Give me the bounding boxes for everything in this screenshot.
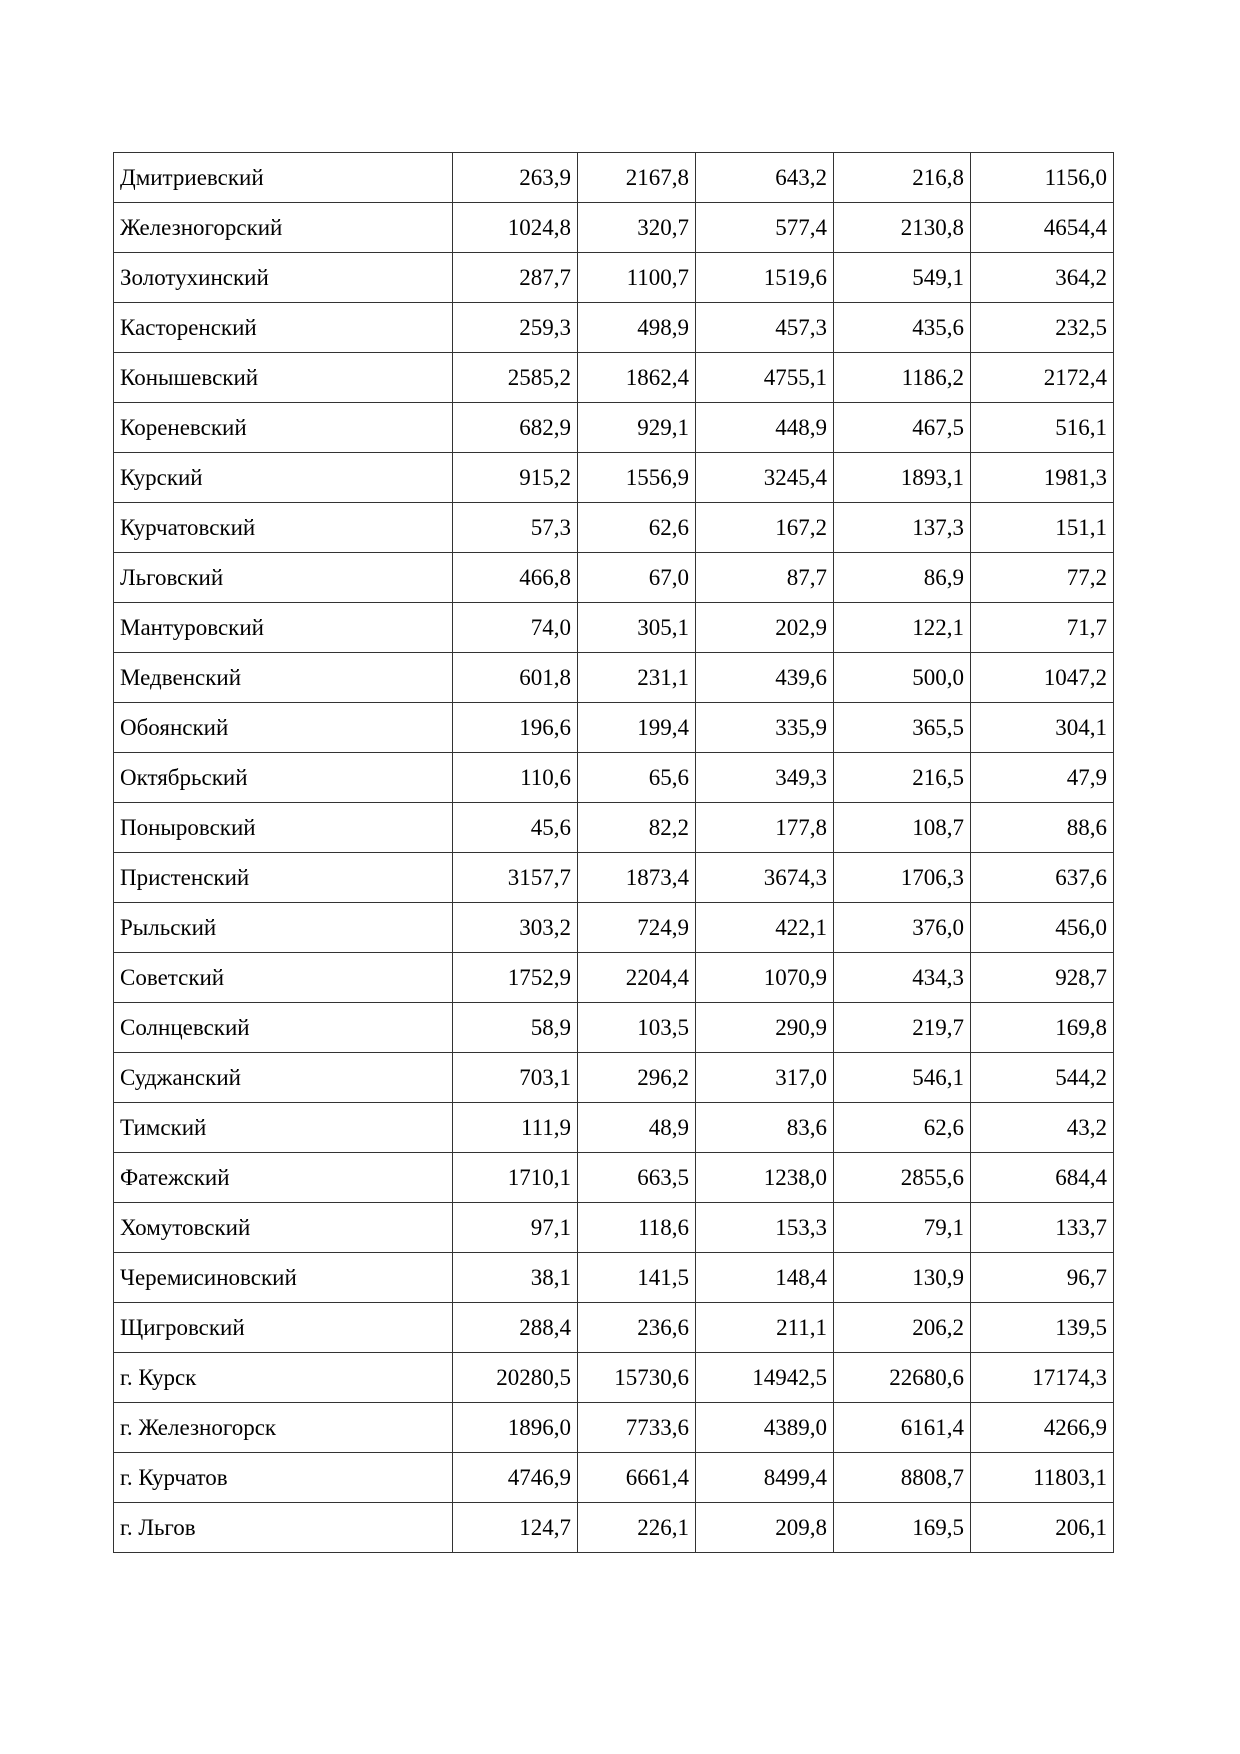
- table-row: [114, 1053, 1114, 1103]
- value-cell: 58,9: [453, 1003, 578, 1053]
- value-cell: 457,3: [696, 303, 834, 353]
- value-cell: 1706,3: [834, 853, 971, 903]
- value-cell: 601,8: [453, 653, 578, 703]
- district-name-cell: Обоянский: [114, 703, 453, 753]
- value-cell: 4755,1: [696, 353, 834, 403]
- value-cell: 38,1: [453, 1253, 578, 1303]
- value-cell: 2855,6: [834, 1153, 971, 1203]
- value-cell: 290,9: [696, 1003, 834, 1053]
- value-cell: 724,9: [578, 903, 696, 953]
- table-row: [114, 203, 1114, 253]
- table-row: [114, 603, 1114, 653]
- value-cell: 226,1: [578, 1503, 696, 1553]
- value-cell: 86,9: [834, 553, 971, 603]
- value-cell: 22680,6: [834, 1353, 971, 1403]
- district-name-cell: Солнцевский: [114, 1003, 453, 1053]
- value-cell: 259,3: [453, 303, 578, 353]
- value-cell: 263,9: [453, 153, 578, 203]
- value-cell: 349,3: [696, 753, 834, 803]
- value-cell: 82,2: [578, 803, 696, 853]
- district-name-cell: г. Железногорск: [114, 1403, 453, 1453]
- district-name-cell: Дмитриевский: [114, 153, 453, 203]
- value-cell: 151,1: [971, 503, 1114, 553]
- table-row: [114, 453, 1114, 503]
- value-cell: 15730,6: [578, 1353, 696, 1403]
- value-cell: 96,7: [971, 1253, 1114, 1303]
- table-row: [114, 253, 1114, 303]
- value-cell: 1710,1: [453, 1153, 578, 1203]
- value-cell: 335,9: [696, 703, 834, 753]
- value-cell: 928,7: [971, 953, 1114, 1003]
- value-cell: 236,6: [578, 1303, 696, 1353]
- value-cell: 133,7: [971, 1203, 1114, 1253]
- value-cell: 7733,6: [578, 1403, 696, 1453]
- value-cell: 103,5: [578, 1003, 696, 1053]
- table-row: [114, 353, 1114, 403]
- table-row: [114, 1353, 1114, 1403]
- value-cell: 466,8: [453, 553, 578, 603]
- value-cell: 365,5: [834, 703, 971, 753]
- value-cell: 137,3: [834, 503, 971, 553]
- value-cell: 206,2: [834, 1303, 971, 1353]
- value-cell: 456,0: [971, 903, 1114, 953]
- district-name-cell: Конышевский: [114, 353, 453, 403]
- value-cell: 62,6: [834, 1103, 971, 1153]
- value-cell: 287,7: [453, 253, 578, 303]
- value-cell: 320,7: [578, 203, 696, 253]
- value-cell: 43,2: [971, 1103, 1114, 1153]
- value-cell: 17174,3: [971, 1353, 1114, 1403]
- value-cell: 2167,8: [578, 153, 696, 203]
- value-cell: 141,5: [578, 1253, 696, 1303]
- district-name-cell: Суджанский: [114, 1053, 453, 1103]
- value-cell: 4389,0: [696, 1403, 834, 1453]
- district-name-cell: Железногорский: [114, 203, 453, 253]
- district-name-cell: Курчатовский: [114, 503, 453, 553]
- value-cell: 3157,7: [453, 853, 578, 903]
- district-name-cell: Медвенский: [114, 653, 453, 703]
- value-cell: 209,8: [696, 1503, 834, 1553]
- value-cell: 305,1: [578, 603, 696, 653]
- value-cell: 304,1: [971, 703, 1114, 753]
- table-row: [114, 1103, 1114, 1153]
- value-cell: 71,7: [971, 603, 1114, 653]
- table-row: [114, 1203, 1114, 1253]
- table-row: [114, 753, 1114, 803]
- value-cell: 317,0: [696, 1053, 834, 1103]
- value-cell: 1238,0: [696, 1153, 834, 1203]
- value-cell: 1047,2: [971, 653, 1114, 703]
- value-cell: 439,6: [696, 653, 834, 703]
- value-cell: 637,6: [971, 853, 1114, 903]
- value-cell: 364,2: [971, 253, 1114, 303]
- table-row: [114, 953, 1114, 1003]
- value-cell: 434,3: [834, 953, 971, 1003]
- district-name-cell: Поныровский: [114, 803, 453, 853]
- district-name-cell: г. Курчатов: [114, 1453, 453, 1503]
- table-row: [114, 803, 1114, 853]
- value-cell: 703,1: [453, 1053, 578, 1103]
- value-cell: 167,2: [696, 503, 834, 553]
- value-cell: 14942,5: [696, 1353, 834, 1403]
- value-cell: 108,7: [834, 803, 971, 853]
- value-cell: 3674,3: [696, 853, 834, 903]
- value-cell: 202,9: [696, 603, 834, 653]
- value-cell: 1186,2: [834, 353, 971, 403]
- district-name-cell: Золотухинский: [114, 253, 453, 303]
- value-cell: 62,6: [578, 503, 696, 553]
- value-cell: 929,1: [578, 403, 696, 453]
- value-cell: 83,6: [696, 1103, 834, 1153]
- value-cell: 48,9: [578, 1103, 696, 1153]
- value-cell: 8499,4: [696, 1453, 834, 1503]
- district-name-cell: Касторенский: [114, 303, 453, 353]
- table-row: [114, 1403, 1114, 1453]
- value-cell: 8808,7: [834, 1453, 971, 1503]
- value-cell: 2204,4: [578, 953, 696, 1003]
- district-name-cell: Хомутовский: [114, 1203, 453, 1253]
- table-row: [114, 303, 1114, 353]
- value-cell: 57,3: [453, 503, 578, 553]
- value-cell: 915,2: [453, 453, 578, 503]
- table-row: [114, 153, 1114, 203]
- value-cell: 97,1: [453, 1203, 578, 1253]
- district-name-cell: Льговский: [114, 553, 453, 603]
- value-cell: 118,6: [578, 1203, 696, 1253]
- district-name-cell: Тимский: [114, 1103, 453, 1153]
- value-cell: 47,9: [971, 753, 1114, 803]
- value-cell: 122,1: [834, 603, 971, 653]
- value-cell: 211,1: [696, 1303, 834, 1353]
- value-cell: 232,5: [971, 303, 1114, 353]
- value-cell: 516,1: [971, 403, 1114, 453]
- district-name-cell: Кореневский: [114, 403, 453, 453]
- table-row: [114, 1003, 1114, 1053]
- district-name-cell: Щигровский: [114, 1303, 453, 1353]
- district-name-cell: г. Льгов: [114, 1503, 453, 1553]
- value-cell: 1070,9: [696, 953, 834, 1003]
- district-name-cell: Фатежский: [114, 1153, 453, 1203]
- value-cell: 448,9: [696, 403, 834, 453]
- table-row: [114, 653, 1114, 703]
- value-cell: 111,9: [453, 1103, 578, 1153]
- value-cell: 11803,1: [971, 1453, 1114, 1503]
- value-cell: 169,5: [834, 1503, 971, 1553]
- value-cell: 1893,1: [834, 453, 971, 503]
- table-row: [114, 853, 1114, 903]
- value-cell: 1862,4: [578, 353, 696, 403]
- value-cell: 196,6: [453, 703, 578, 753]
- value-cell: 1156,0: [971, 153, 1114, 203]
- value-cell: 2172,4: [971, 353, 1114, 403]
- value-cell: 79,1: [834, 1203, 971, 1253]
- table-row: [114, 553, 1114, 603]
- value-cell: 1519,6: [696, 253, 834, 303]
- value-cell: 4654,4: [971, 203, 1114, 253]
- value-cell: 153,3: [696, 1203, 834, 1253]
- table-row: [114, 1253, 1114, 1303]
- value-cell: 422,1: [696, 903, 834, 953]
- value-cell: 65,6: [578, 753, 696, 803]
- district-name-cell: Мантуровский: [114, 603, 453, 653]
- value-cell: 682,9: [453, 403, 578, 453]
- value-cell: 544,2: [971, 1053, 1114, 1103]
- value-cell: 288,4: [453, 1303, 578, 1353]
- table-row: [114, 903, 1114, 953]
- value-cell: 643,2: [696, 153, 834, 203]
- value-cell: 67,0: [578, 553, 696, 603]
- value-cell: 1752,9: [453, 953, 578, 1003]
- district-name-cell: Рыльский: [114, 903, 453, 953]
- value-cell: 216,5: [834, 753, 971, 803]
- table-row: [114, 1303, 1114, 1353]
- value-cell: 216,8: [834, 153, 971, 203]
- value-cell: 435,6: [834, 303, 971, 353]
- value-cell: 139,5: [971, 1303, 1114, 1353]
- value-cell: 148,4: [696, 1253, 834, 1303]
- table-row: [114, 1453, 1114, 1503]
- district-name-cell: г. Курск: [114, 1353, 453, 1403]
- value-cell: 1556,9: [578, 453, 696, 503]
- table-row: [114, 1153, 1114, 1203]
- district-name-cell: Пристенский: [114, 853, 453, 903]
- table-row: [114, 1503, 1114, 1553]
- value-cell: 77,2: [971, 553, 1114, 603]
- value-cell: 169,8: [971, 1003, 1114, 1053]
- value-cell: 500,0: [834, 653, 971, 703]
- value-cell: 498,9: [578, 303, 696, 353]
- value-cell: 663,5: [578, 1153, 696, 1203]
- value-cell: 376,0: [834, 903, 971, 953]
- value-cell: 6161,4: [834, 1403, 971, 1453]
- value-cell: 6661,4: [578, 1453, 696, 1503]
- district-data-table: [113, 152, 1114, 1553]
- district-name-cell: Черемисиновский: [114, 1253, 453, 1303]
- value-cell: 206,1: [971, 1503, 1114, 1553]
- value-cell: 130,9: [834, 1253, 971, 1303]
- value-cell: 1873,4: [578, 853, 696, 903]
- value-cell: 74,0: [453, 603, 578, 653]
- value-cell: 549,1: [834, 253, 971, 303]
- value-cell: 231,1: [578, 653, 696, 703]
- district-name-cell: Октябрьский: [114, 753, 453, 803]
- value-cell: 546,1: [834, 1053, 971, 1103]
- value-cell: 577,4: [696, 203, 834, 253]
- table-row: [114, 503, 1114, 553]
- value-cell: 1981,3: [971, 453, 1114, 503]
- value-cell: 124,7: [453, 1503, 578, 1553]
- district-name-cell: Советский: [114, 953, 453, 1003]
- value-cell: 467,5: [834, 403, 971, 453]
- value-cell: 3245,4: [696, 453, 834, 503]
- value-cell: 177,8: [696, 803, 834, 853]
- value-cell: 20280,5: [453, 1353, 578, 1403]
- value-cell: 1100,7: [578, 253, 696, 303]
- value-cell: 199,4: [578, 703, 696, 753]
- district-name-cell: Курский: [114, 453, 453, 503]
- table-row: [114, 403, 1114, 453]
- value-cell: 1896,0: [453, 1403, 578, 1453]
- value-cell: 684,4: [971, 1153, 1114, 1203]
- value-cell: 296,2: [578, 1053, 696, 1103]
- value-cell: 4746,9: [453, 1453, 578, 1503]
- value-cell: 4266,9: [971, 1403, 1114, 1453]
- value-cell: 87,7: [696, 553, 834, 603]
- table-row: [114, 703, 1114, 753]
- value-cell: 2585,2: [453, 353, 578, 403]
- value-cell: 2130,8: [834, 203, 971, 253]
- value-cell: 303,2: [453, 903, 578, 953]
- value-cell: 110,6: [453, 753, 578, 803]
- value-cell: 45,6: [453, 803, 578, 853]
- value-cell: 219,7: [834, 1003, 971, 1053]
- value-cell: 1024,8: [453, 203, 578, 253]
- value-cell: 88,6: [971, 803, 1114, 853]
